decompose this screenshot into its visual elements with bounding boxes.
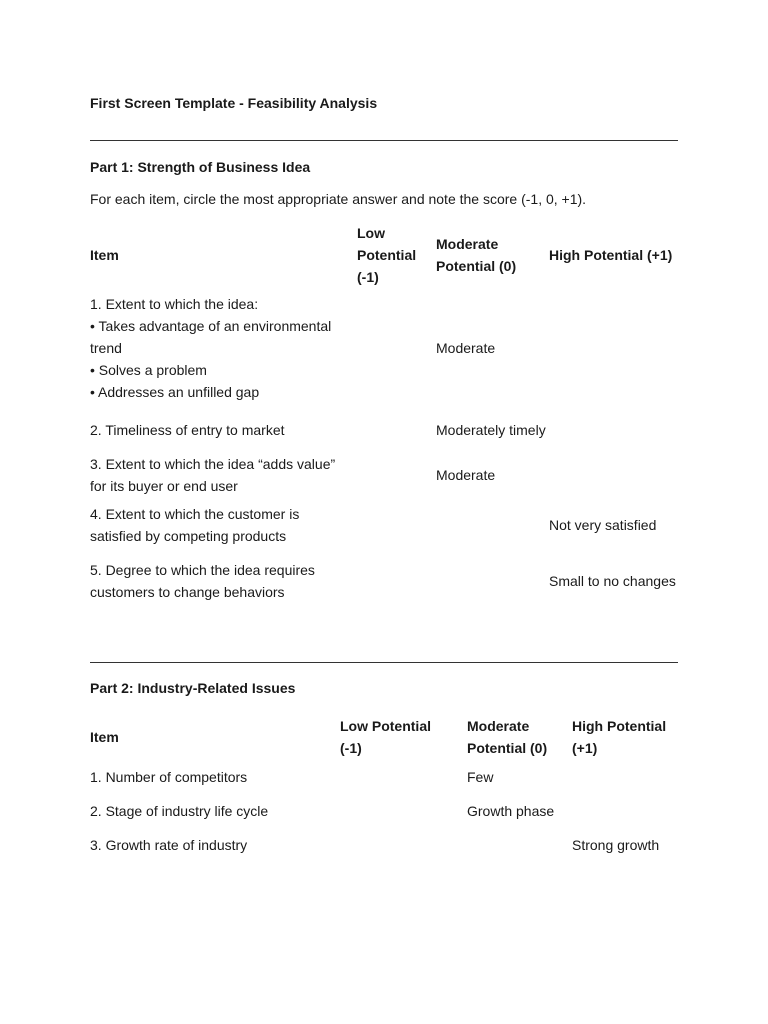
row-high: Strong growth bbox=[572, 837, 660, 853]
row-moderate: Moderately timely bbox=[436, 422, 546, 438]
row-moderate: Few bbox=[467, 769, 494, 785]
header-item: Item bbox=[90, 729, 119, 745]
row-high bbox=[549, 289, 678, 407]
row-high: Small to no changes bbox=[549, 573, 676, 589]
part1-title: Part 1: Strength of Business Idea bbox=[90, 159, 311, 175]
row-item: 1. Extent to which the idea: • Takes advantage of an environmental trend • Solves a problem • Addresses an unfilled gap bbox=[90, 296, 332, 400]
row-item: 2. Timeliness of entry to market bbox=[90, 422, 285, 438]
part2-title: Part 2: Industry-Related Issues bbox=[90, 680, 296, 696]
table-row bbox=[90, 828, 678, 862]
table-row bbox=[90, 760, 678, 794]
table-row bbox=[90, 289, 678, 407]
row-low bbox=[340, 828, 467, 862]
table-header-row bbox=[90, 714, 678, 760]
section-divider bbox=[90, 140, 678, 141]
row-item: 3. Growth rate of industry bbox=[90, 837, 248, 853]
row-moderate bbox=[436, 497, 549, 553]
row-low bbox=[340, 760, 467, 794]
header-low-potential: Low Potential (-1) bbox=[357, 225, 417, 285]
row-high bbox=[572, 794, 678, 828]
document-title: First Screen Template - Feasibility Analysis bbox=[90, 95, 378, 111]
row-moderate bbox=[436, 553, 549, 609]
row-low bbox=[357, 453, 436, 497]
header-item: Item bbox=[90, 247, 119, 263]
header-high-potential: High Potential (+1) bbox=[572, 718, 667, 756]
row-high bbox=[549, 453, 678, 497]
table-row bbox=[90, 497, 678, 553]
table-row bbox=[90, 407, 678, 453]
row-item: 3. Extent to which the idea “adds value” for its buyer or end user bbox=[90, 456, 336, 494]
table-row bbox=[90, 553, 678, 609]
section-divider bbox=[90, 662, 678, 663]
row-high bbox=[549, 407, 678, 453]
row-moderate: Moderate bbox=[436, 467, 496, 483]
header-moderate-potential: Moderate Potential (0) bbox=[467, 718, 548, 756]
header-high-potential: High Potential (+1) bbox=[549, 247, 673, 263]
row-item: 2. Stage of industry life cycle bbox=[90, 803, 269, 819]
row-high bbox=[572, 760, 678, 794]
part1-instructions: For each item, circle the most appropriate answer and note the score (-1, 0, +1). bbox=[90, 191, 587, 207]
header-moderate-potential: Moderate Potential (0) bbox=[436, 236, 517, 274]
row-low bbox=[357, 553, 436, 609]
row-moderate bbox=[467, 828, 572, 862]
row-moderate: Moderate bbox=[436, 340, 496, 356]
row-low bbox=[357, 497, 436, 553]
table-header-row bbox=[90, 221, 678, 289]
row-low bbox=[340, 794, 467, 828]
header-low-potential: Low Potential (-1) bbox=[340, 718, 431, 756]
row-item: 4. Extent to which the customer is satisfied by competing products bbox=[90, 506, 300, 544]
row-low bbox=[357, 407, 436, 453]
row-item: 1. Number of competitors bbox=[90, 769, 248, 785]
part2-table bbox=[90, 714, 678, 862]
row-high: Not very satisfied bbox=[549, 517, 657, 533]
row-low bbox=[357, 289, 436, 407]
table-row bbox=[90, 453, 678, 497]
row-item: 5. Degree to which the idea requires customers to change behaviors bbox=[90, 562, 315, 600]
part1-table bbox=[90, 221, 678, 609]
table-row bbox=[90, 794, 678, 828]
row-moderate: Growth phase bbox=[467, 803, 555, 819]
